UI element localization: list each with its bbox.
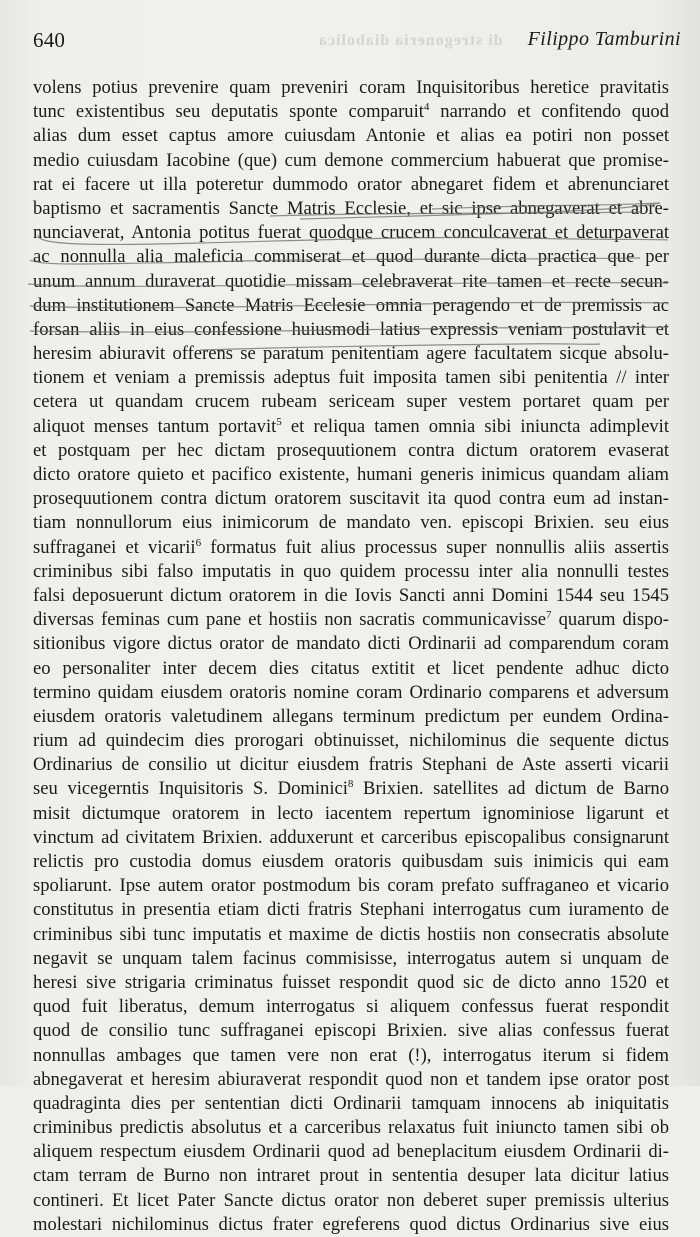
text-line: prosequutionem contra dictum oratorem suscitavit ita quod contra eum ad instan- — [33, 488, 669, 510]
text-line: tiam nonnullorum eius inimicorum de mandato ven. episcopi Brixien. seu eius — [33, 512, 669, 534]
text-line: falsi deposuerunt dictum oratorem in die Iovis Sancti anni Domini 1544 seu 1545 — [33, 584, 669, 606]
text-line: abnegaverat et heresim abiuraverat respondit quod non et tandem ipse orator post — [33, 1068, 669, 1090]
text-line: tionem et veniam a premissis adeptus fuit imposita tamen sibi penitentia // inter — [33, 367, 669, 389]
text-line: et postquam per hec dictam prosequutionem contra dictum oratorem evaserat — [33, 439, 669, 461]
text-line: nonnullas ambages que tamen vere non erat (!), interrogatus iterum si fidem — [33, 1044, 669, 1066]
body-text — [33, 76, 669, 1237]
text-line: ac nonnulla alia maleficia commiserat et quod durante dicta practica que per — [33, 246, 669, 268]
text-line: contineri. Et licet Pater Sancte dictus orator non deberet super premissis ulterius — [33, 1189, 669, 1211]
bleed-through-text: di stregoneria diabolica — [318, 32, 503, 49]
text-line: cetera ut quandam crucem rubeam sericeam super vestem portaret quam per — [33, 391, 669, 413]
text-line: suffraganei et vicarii$^6$ formatus fuit alius processus super nonnullis aliis assertis — [33, 536, 670, 558]
text-line: alias dum esset captus amore cuiusdam Antonie et alias ea potiri non posset — [33, 125, 669, 147]
text-line: constitutus in presentia etiam dicti fratris Stephani interrogatus cum iuramento de — [33, 899, 669, 921]
text-line: rat ei facere ut illa poteretur dummodo orator abnegaret fidem et abrenunciaret — [33, 173, 669, 195]
text-line: medio cuiusdam Iacobine (que) cum demone commercium habuerat que promise- — [33, 149, 669, 171]
text-line: eiusdem oratoris valetudinem allegans terminum predictum per eundem Ordina- — [33, 705, 669, 727]
text-line: forsan aliis in eius confessione huiusmodi latius expressis veniam postulavit et — [33, 318, 669, 340]
text-line: dicto oratore quieto et pacifico existente, humani generis inimicus quandam aliam — [33, 464, 669, 485]
text-line: criminibus sibi tunc imputatis et maxime de dictis hostiis non consecratis absolute — [33, 923, 669, 945]
text-line: quod fuit liberatus, demum interrogatus si aliquem confessus fuerat respondit — [33, 996, 669, 1018]
footnote-marker: 8 — [347, 778, 354, 791]
text-line: quod de consilio tunc suffraganei episcopi Brixien. sive alias confessus fuerat — [33, 1020, 669, 1042]
text-line: dum institutionem Sancte Matris Ecclesie omnia peragendo et de premissis ac — [33, 294, 669, 316]
text-line: diversas feminas cum pane et hostiis non sacratis communicavisse$^7$ quarum dispo- — [33, 609, 669, 631]
text-line: sitionibus vigore dictus orator de mandato dicti Ordinarii ad comparendum coram — [33, 633, 669, 655]
text-line: criminibus predictis absolutus et a carceribus relaxatus fuit iniuncto tamen sibi ob — [33, 1117, 669, 1139]
text-line: vinctum ad civitatem Brixien. adduxerunt et carceribus episcopalibus consignarunt — [33, 826, 669, 848]
text-line: ctam terram de Burno non intraret prout in sententia desuper lata dicitur latius — [33, 1165, 669, 1187]
running-author: Filippo Tamburini — [527, 28, 681, 50]
text-line: relictis pro custodia domus eiusdem oratoris quibusdam suis inimicis qui eam — [33, 851, 669, 872]
text-line: quadraginta dies per sententian dicti Ordinarii tamquam innocens ab iniquitatis — [33, 1092, 669, 1114]
text-line: unum annum duraverat quotidie missam celebraverat rite tamen et recte secun- — [33, 270, 669, 292]
text-line: seu vicegerntis Inquisitoris S. Dominici$^8$ Brixien. satellites ad dictum de Barno — [33, 778, 669, 800]
text-line: heresi sive strigaria criminatus fuisset respondit quod sic de dicto anno 1520 et — [33, 971, 669, 993]
text-line: criminibus sibi falso imputatis in quo quidem processu inter alia nonnulli testes — [33, 560, 669, 582]
footnote-marker: 4 — [423, 101, 430, 114]
text-line: molestari nichilominus dictus frater egreferens quod dictus Ordinarius sive eius — [33, 1213, 669, 1235]
text-line: rium ad quindecim dies prorogari obtinuisset, nichilominus die sequente dictus — [33, 730, 669, 752]
text-line: baptismo et sacramentis Sancte Matris Ecclesie, et sic ipse abnegaverat et abre- — [33, 197, 669, 219]
text-line: spoliarunt. Ipse autem orator postmodum bis coram prefato suffraganeo et vicario — [33, 875, 669, 897]
text-line: termino quidam eiusdem oratoris nomine coram Ordinario comparens et adversum — [33, 681, 669, 703]
text-line: misit dictumque oratorem in lecto iacentem repertum ignominiose ligarunt et — [33, 802, 669, 824]
text-line: heresim abiuravit offerens se paratum penitentiam agere facultatem sicque absolu- — [33, 343, 669, 365]
footnote-marker: 6 — [195, 536, 202, 549]
text-line: Ordinarius de consilio ut dicitur eiusdem fratris Stephani de Aste asserti vicarii — [33, 754, 669, 776]
text-line: nunciaverat, Antonia potitus fuerat quodque crucem conculcaverat et deturpaverat — [33, 222, 669, 244]
text-line: negavit se unquam talem facinus commisisse, interrogatus autem si unquam de — [33, 947, 669, 969]
footnote-marker: 7 — [546, 609, 552, 622]
text-line: volens potius prevenire quam preveniri coram Inquisitoribus heretice pravitatis — [33, 77, 669, 98]
text-line: eo personaliter inter decem dies citatus extitit et licet pendente adhuc dicto — [33, 657, 669, 679]
text-line: tunc existentibus seu deputatis sponte comparuit$^4$ narrando et confitendo quod — [33, 101, 669, 123]
page-number: 640 — [33, 28, 66, 52]
running-head — [33, 22, 681, 56]
text-line: aliquot menses tantum portavit$^5$ et reliqua tamen omnia sibi iniuncta adimplevit — [33, 415, 669, 437]
footnote-marker: 5 — [276, 415, 282, 428]
text-line: aliquem respectum eiusdem Ordinarii quod ad beneplacitum eiusdem Ordinarii di- — [33, 1141, 669, 1163]
